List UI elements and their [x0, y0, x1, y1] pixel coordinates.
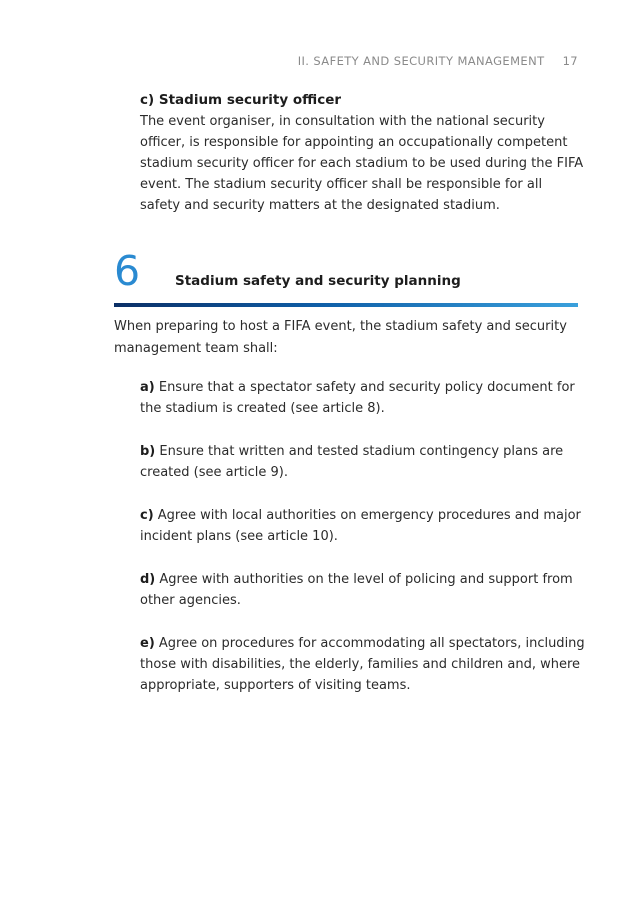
section-divider: [114, 303, 578, 307]
section-title: Stadium safety and security planning: [175, 273, 461, 289]
section-heading: [114, 248, 580, 308]
list-item-text: Ensure that written and tested stadium contingency plans are created (see article 9).: [140, 444, 564, 480]
list-item: [140, 633, 585, 696]
list-item-marker: e): [140, 636, 155, 651]
subsection-stadium-security-officer: [140, 90, 585, 216]
page-number: 17: [562, 54, 578, 68]
list-item-marker: c): [140, 508, 154, 523]
list-item-text: Ensure that a spectator safety and security policy document for the stadium is created (see article 8).: [140, 380, 575, 416]
list-item-marker: a): [140, 380, 155, 395]
list-item-text: Agree on procedures for accommodating all spectators, including those with disabilities, the elderly, families and children and, where appropriate, supporters of visiting teams.: [140, 636, 585, 693]
list-item: [140, 441, 585, 483]
section-number: 6: [114, 247, 141, 295]
running-header-section: II. SAFETY AND SECURITY MANAGEMENT: [297, 54, 545, 68]
list-item-marker: b): [140, 444, 156, 459]
list-item-marker: d): [140, 572, 156, 587]
subsection-heading: c) Stadium security officer: [140, 92, 342, 108]
list-item-text: Agree with authorities on the level of policing and support from other agencies.: [140, 572, 573, 608]
subsection-body: The event organiser, in consultation with the national security officer, is responsible for appointing an occupationally competent stadium security officer for each stadium to be used during the FIFA event. The stadium security officer shall be responsible for all safety and security matters at the designated stadium.: [140, 114, 584, 213]
running-header: [298, 54, 578, 68]
list-item: [140, 377, 585, 419]
duties-list: [140, 377, 585, 718]
list-item-text: Agree with local authorities on emergency procedures and major incident plans (see article 10).: [140, 508, 581, 544]
intro-paragraph: When preparing to host a FIFA event, the stadium safety and security management team shall:: [114, 319, 567, 356]
list-item: [140, 505, 585, 547]
list-item: [140, 569, 585, 611]
